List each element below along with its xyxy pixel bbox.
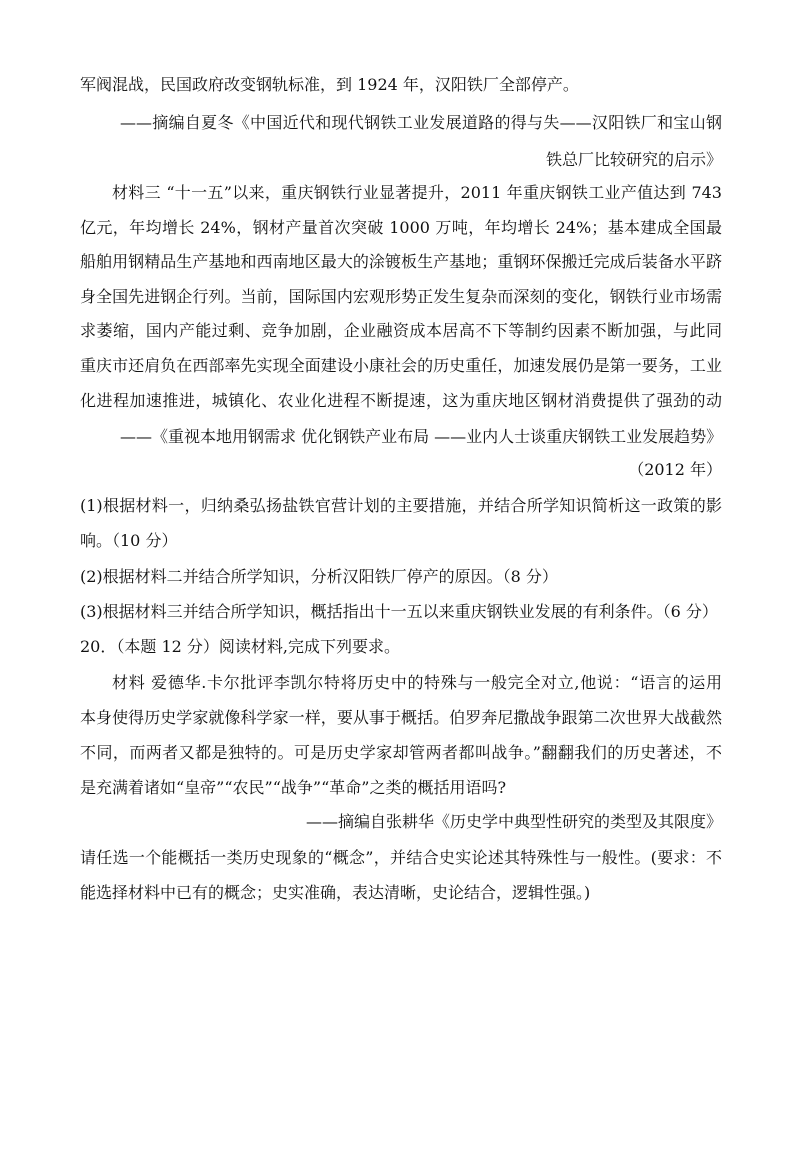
- text-line: 不同，而两者又都是独特的。可是历史学家却管两者都叫战争。”翻翻我们的历史著述，不: [80, 743, 722, 762]
- source-citation: ——摘编自夏冬《中国近代和现代钢铁工业发展道路的得与失——汉阳铁厂和宝山钢: [120, 113, 722, 132]
- source-citation: ——《重视本地用钢需求 优化钢铁产业布局 ——业内人士谈重庆钢铁工业发展趋势》: [120, 427, 722, 446]
- text-line: 求萎缩，国内产能过剩、竞争加剧，企业融资成本居高不下等制约因素不断加强，与此同: [80, 321, 722, 340]
- text-line: 亿元，年均增长 24%，钢材产量首次突破 1000 万吨，年均增长 24%；基本建成全国最: [80, 218, 722, 237]
- text-line: 军阀混战，民国政府改变钢轨标准，到 1924 年，汉阳铁厂全部停产。: [80, 75, 579, 94]
- material-three-text: 材料三 “十一五”以来，重庆钢铁行业显著提升，2011 年重庆钢铁工业产值达到 743: [112, 183, 722, 202]
- question-20-prompt: 请任选一个能概括一类历史现象的“概念”，并结合史实论述其特殊性与一般性。(要求：不: [80, 848, 722, 867]
- text-line: 船舶用钢精品生产基地和西南地区最大的涂镀板生产基地；重钢环保搬迁完成后装备水平跻: [80, 252, 722, 271]
- question-1-points: 响。（10 分）: [80, 531, 178, 550]
- text-line: 化进程加速推进，城镇化、农业化进程不断提速，这为重庆地区钢材消费提供了强劲的动: [80, 391, 722, 410]
- source-citation: ——摘编自张耕华《历史学中典型性研究的类型及其限度》: [305, 812, 722, 831]
- text-line: 是充满着诸如“皇帝”“农民”“战争”“革命”之类的概括用语吗?: [80, 778, 507, 797]
- question-1: (1)根据材料一，归纳桑弘扬盐铁官营计划的主要措施，并结合所学知识简析这一政策的影: [80, 496, 722, 515]
- question-2: (2)根据材料二并结合所学知识，分析汉阳铁厂停产的原因。（8 分）: [80, 567, 558, 586]
- material-text: 材料 爱德华.卡尔批评李凯尔特将历史中的特殊与一般完全对立,他说：“语言的运用: [112, 673, 722, 692]
- text-line: 重庆市还肩负在西部率先实现全面建设小康社会的历史重任，加速发展仍是第一要务，工业: [80, 356, 722, 375]
- source-year: （2012 年）: [628, 460, 722, 479]
- question-3: (3)根据材料三并结合所学知识，概括指出十一五以来重庆钢铁业发展的有利条件。（6 分）: [80, 602, 718, 621]
- text-line: 身全国先进钢企行列。当前，国际国内宏观形势正发生复杂而深刻的变化，钢铁行业市场需: [80, 287, 722, 306]
- text-line: 本身使得历史学家就像科学家一样，要从事于概括。伯罗奔尼撒战争跟第二次世界大战截然: [80, 708, 722, 727]
- question-20-heading: 20．（本题 12 分）阅读材料,完成下列要求。: [80, 637, 400, 656]
- source-citation: 铁总厂比较研究的启示》: [545, 150, 722, 169]
- question-20-requirements: 能选择材料中已有的概念；史实准确，表达清晰，史论结合，逻辑性强。): [80, 883, 591, 902]
